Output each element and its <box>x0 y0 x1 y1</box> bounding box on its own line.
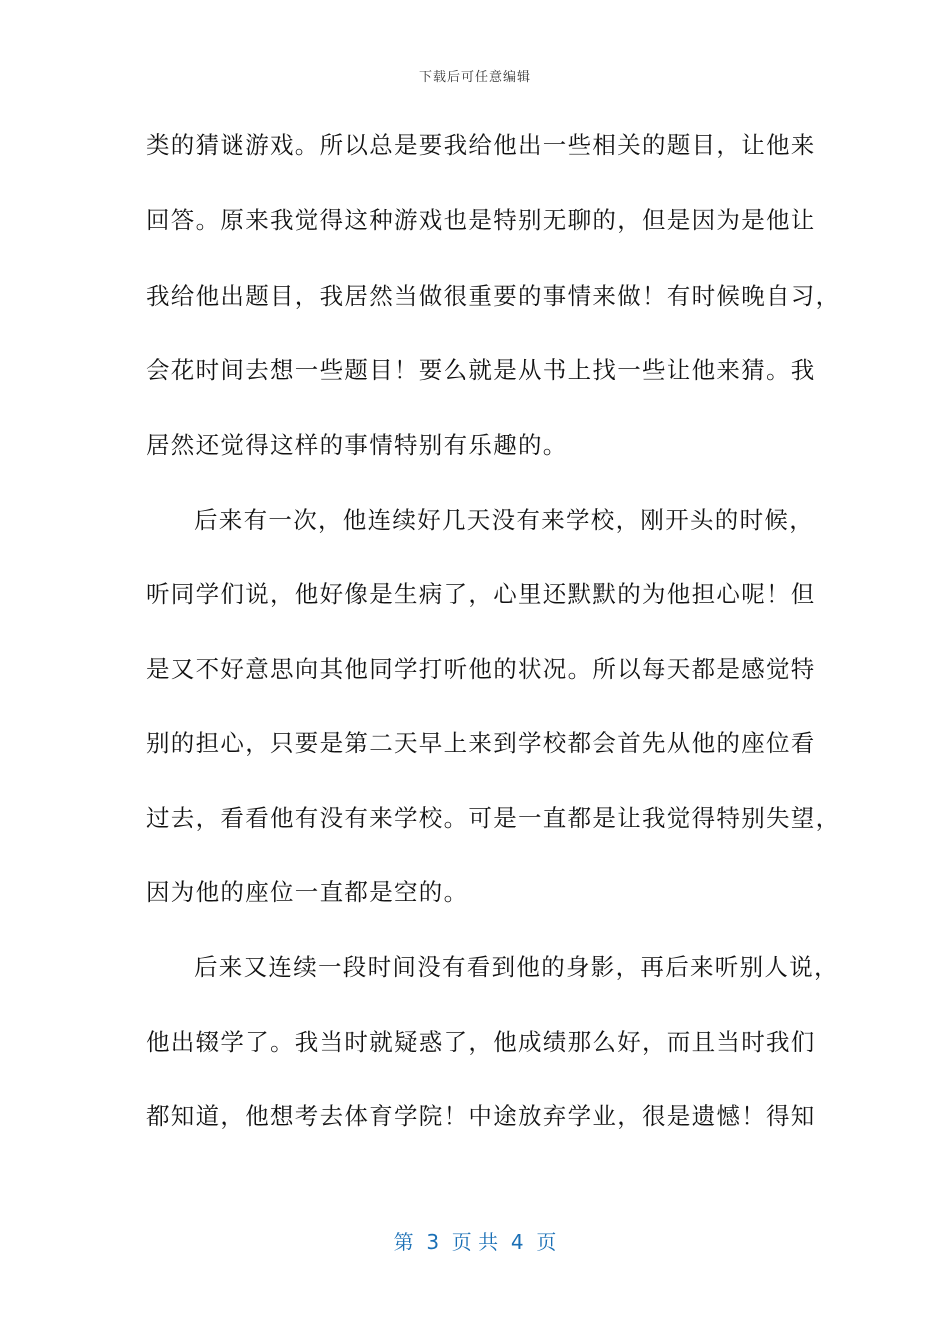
body-line: 我给他出题目，我居然当做很重要的事情来做！有时候晚自习， <box>146 282 841 310</box>
body-line: 过去，看看他有没有来学校。可是一直都是让我觉得特别失望， <box>146 804 841 832</box>
body-line: 回答。原来我觉得这种游戏也是特别无聊的，但是因为是他让 <box>146 206 816 234</box>
body-line: 听同学们说，他好像是生病了，心里还默默的为他担心呢！但 <box>146 580 816 608</box>
body-line: 别的担心，只要是第二天早上来到学校都会首先从他的座位看 <box>146 729 816 757</box>
page-number-footer: 第 3 页 共 4 页 <box>393 1230 557 1254</box>
body-line: 因为他的座位一直都是空的。 <box>146 878 469 906</box>
body-line: 他出辍学了。我当时就疑惑了，他成绩那么好，而且当时我们 <box>146 1028 816 1056</box>
body-line: 类的猜谜游戏。所以总是要我给他出一些相关的题目，让他来 <box>146 131 816 159</box>
body-line: 是又不好意思向其他同学打听他的状况。所以每天都是感觉特 <box>146 655 816 683</box>
page-header: 下载后可任意编辑 <box>418 70 531 85</box>
paragraph-first-line: 后来有一次，他连续好几天没有来学校，刚开头的时候， <box>194 506 814 534</box>
body-line: 会花时间去想一些题目！要么就是从书上找一些让他来猜。我 <box>146 356 816 384</box>
body-line: 都知道，他想考去体育学院！中途放弃学业，很是遗憾！得知 <box>146 1102 816 1130</box>
paragraph-first-line: 后来又连续一段时间没有看到他的身影，再后来听别人说， <box>194 953 839 981</box>
body-line: 居然还觉得这样的事情特别有乐趣的。 <box>146 431 568 459</box>
